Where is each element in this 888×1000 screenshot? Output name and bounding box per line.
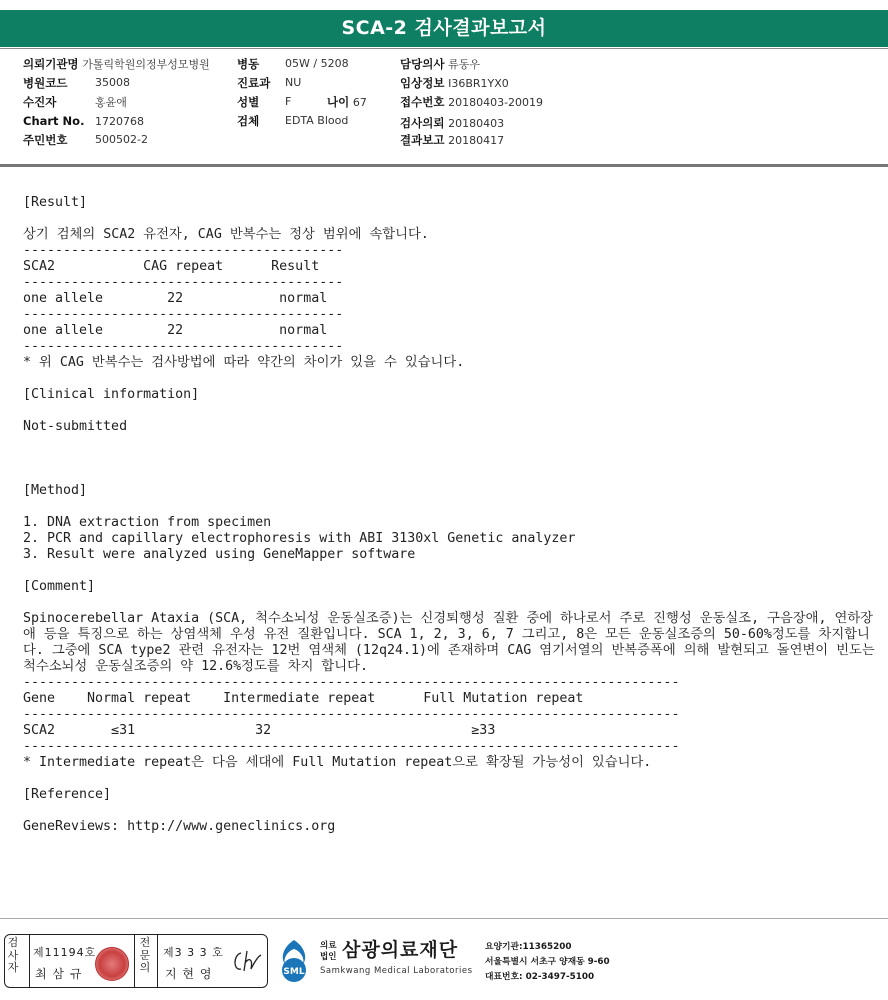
info-sex-value: F: [285, 95, 292, 108]
specialist-label: 전 문 의: [139, 936, 151, 974]
divider: ----------------------------------------: [23, 243, 344, 258]
info-ward: 병동: [237, 57, 260, 71]
info-patient: 수진자: [23, 95, 57, 109]
reference-heading: [Reference]: [23, 787, 112, 802]
info-age: 나이 67: [327, 95, 367, 109]
info-specimen: 검체: [237, 114, 260, 128]
result-table-header: SCA2 CAG repeat Result: [23, 259, 320, 274]
info-resident-no: 주민번호: [23, 133, 68, 147]
clinical-text: Not-submitted: [23, 419, 128, 434]
footer-divider: [0, 918, 888, 919]
result-note: * 위 CAG 반복수는 검사방법에 따라 약간의 차이가 있을 수 있습니다.: [23, 355, 465, 370]
comment-text: Spinocerebellar Ataxia (SCA, 척수소뇌성 운동실조증)는 신경퇴행성 질환 중에 하나로서 주로 진행성 운동실조, 구음장애, 연하장애 등을 특징으로 하는 상염색체 우성 유전 질환입니다. SCA 1, 2, 3, 6, 7 그리고, 8은 모든 운동실조증의 50-60%정도를 차지합니다. 그중에 SCA type2 관련 유전자는 12번 염색체 (12q24.1)에 존재하며 CAG 염기서열의 반복증폭에 의해 발현되고 돌연변이 빈도는 척수소뇌성 운동실조증의 약 12.6%정도를 차지 합니다.: [23, 611, 883, 674]
divider: ----------------------------------------------------------------------------------: [23, 739, 680, 754]
gene-table-header: Gene Normal repeat Intermediate repeat Full Mutation repeat: [23, 691, 584, 706]
specialist-license-no: 제3 3 3 호: [163, 946, 224, 959]
info-institution: 의뢰기관명 가톨릭학원의정부성모병원: [23, 57, 210, 71]
info-chart-no: Chart No.: [23, 114, 85, 128]
result-heading: [Result]: [23, 195, 88, 210]
method-heading: [Method]: [23, 483, 88, 498]
comment-heading: [Comment]: [23, 579, 96, 594]
divider: ----------------------------------------: [23, 339, 344, 354]
specialist-signature: [231, 947, 265, 975]
org-address: 서울특별시 서초구 양재동 9-60: [485, 957, 610, 967]
info-department-value: NU: [285, 76, 302, 89]
header-divider-bottom: [0, 164, 888, 167]
report-body: [23, 195, 883, 835]
org-code: 요양기관:11365200: [485, 942, 572, 952]
gene-note: * Intermediate repeat은 다음 세대에 Full Mutation repeat으로 확장될 가능성이 있습니다.: [23, 755, 652, 770]
method-item: 1. DNA extraction from specimen: [23, 515, 272, 530]
result-summary: 상기 검체의 SCA2 유전자, CAG 반복수는 정상 범위에 속합니다.: [23, 227, 429, 242]
method-item: 3. Result were analyzed using GeneMapper software: [23, 547, 416, 562]
info-chart-no-value: 1720768: [95, 115, 144, 128]
org-name-english: Samkwang Medical Laboratories: [320, 966, 473, 976]
info-hospital-code: 병원코드: [23, 76, 68, 90]
clinical-heading: [Clinical information]: [23, 387, 200, 402]
info-doctor: 담당의사 류동우: [400, 57, 480, 71]
info-department: 진료과: [237, 76, 271, 90]
info-sex: 성별: [237, 95, 260, 109]
sml-logo-icon: [273, 937, 315, 985]
info-receipt-no: 접수번호 20180403-20019: [400, 95, 544, 109]
info-hospital-code-value: 35008: [95, 76, 130, 89]
info-specimen-value: EDTA Blood: [285, 114, 349, 127]
header-divider-top: [0, 48, 888, 49]
svg-text:SML: SML: [283, 967, 305, 977]
result-table-row: one allele 22 normal: [23, 291, 328, 306]
divider: ----------------------------------------------------------------------------------: [23, 707, 680, 722]
org-name: 삼광의료재단: [342, 939, 459, 961]
inspector-license-no: 제11194호: [33, 946, 97, 959]
inspector-name: 최 삼 규: [35, 967, 83, 981]
reference-text: GeneReviews: http://www.geneclinics.org: [23, 819, 336, 834]
divider: ----------------------------------------------------------------------------------: [23, 675, 680, 690]
info-patient-value: 홍윤애: [95, 96, 127, 109]
info-resident-no-value: 500502-2: [95, 133, 148, 146]
org-phone: 대표번호: 02-3497-5100: [485, 972, 595, 982]
gene-table-row: SCA2 ≤31 32 ≥33: [23, 723, 496, 738]
divider: ----------------------------------------: [23, 307, 344, 322]
org-contact-info: [485, 940, 610, 985]
official-seal-stamp: [95, 947, 129, 981]
info-clinical-code: 임상정보 I36BR1YX0: [400, 76, 509, 90]
org-type-label: 의료 법인: [320, 941, 337, 962]
result-table-row: one allele 22 normal: [23, 323, 328, 338]
signature-box: [4, 934, 268, 988]
divider: ----------------------------------------: [23, 275, 344, 290]
specialist-name: 지 현 영: [165, 967, 213, 981]
inspector-label: 검 사 자: [7, 936, 19, 974]
report-title: SCA-2 검사결과보고서: [0, 10, 888, 47]
info-ward-value: 05W / 5208: [285, 57, 349, 70]
info-request-date: 검사의뢰 20180403: [400, 116, 505, 130]
info-report-date: 결과보고 20180417: [400, 133, 505, 147]
method-item: 2. PCR and capillary electrophoresis with ABI 3130xl Genetic analyzer: [23, 531, 576, 546]
